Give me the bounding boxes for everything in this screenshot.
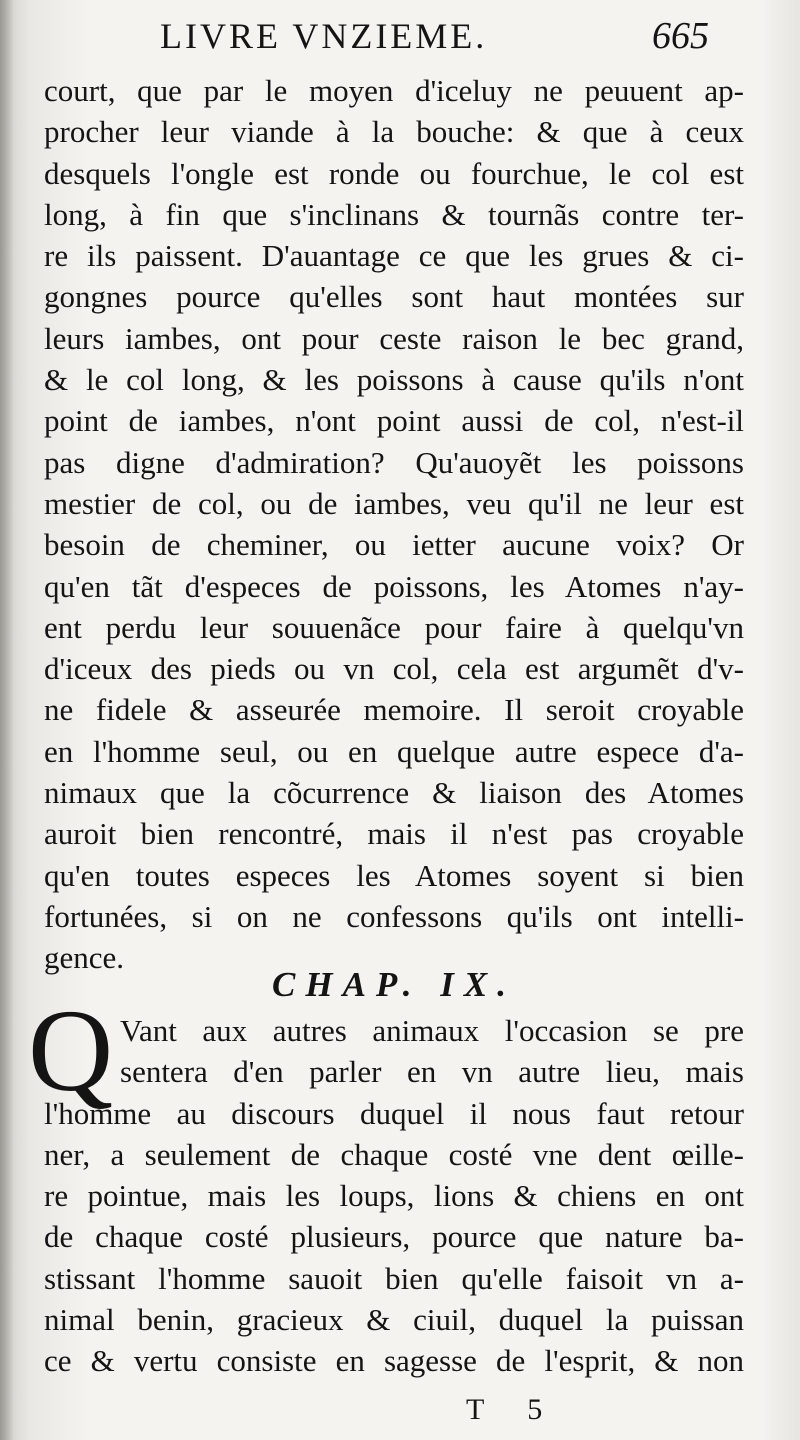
running-head: LIVRE VNZIEME. bbox=[160, 16, 488, 56]
page-number: 665 bbox=[652, 15, 709, 57]
text-line: long, à fin que s'inclinans & tournãs contre ter- bbox=[44, 196, 744, 232]
chapter-heading: CHAP. IX. bbox=[272, 965, 516, 1004]
text-line: nimal benin, gracieux & ciuil, duquel la puissan bbox=[44, 1302, 744, 1338]
text-line: court, que par le moyen d'iceluy ne peuuent ap- bbox=[44, 73, 744, 108]
text-line: de chaque costé plusieurs, pource que nature ba- bbox=[44, 1219, 744, 1255]
text-line: en l'homme seul, ou en quelque autre espece d'a- bbox=[44, 733, 744, 769]
signature-mark: T 5 bbox=[466, 1393, 561, 1426]
text-line: stissant l'homme sauoit bien qu'elle faisoit vn a- bbox=[44, 1260, 744, 1296]
text-line: pas digne d'admiration? Qu'auoyẽt les poissons bbox=[44, 444, 744, 480]
text-line: procher leur viande à la bouche: & que à ceux bbox=[44, 114, 744, 150]
text-line: ent perdu leur souuenãce pour faire à quelqu'vn bbox=[44, 609, 744, 645]
text-line: besoin de cheminer, ou ietter aucune voix? Or bbox=[44, 527, 744, 563]
text-line: desquels l'ongle est ronde ou fourchue, le col est bbox=[44, 155, 744, 191]
text-line: fortunées, si on ne confessons qu'ils ont intelli- bbox=[44, 898, 744, 934]
paragraph-2 bbox=[44, 1010, 744, 1382]
text-line: & le col long, & les poissons à cause qu'ils n'ont bbox=[44, 362, 744, 398]
text-line: ce & vertu consiste en sagesse de l'esprit, & non bbox=[44, 1343, 744, 1379]
text-line: Vant aux autres animaux l'occasion se pre bbox=[120, 1013, 744, 1048]
text-line: gongnes pource qu'elles sont haut montées sur bbox=[44, 279, 744, 315]
gutter-shadow bbox=[0, 0, 14, 1440]
text-line: re ils paissent. D'auantage ce que les grues & ci- bbox=[44, 238, 744, 274]
paragraph-1 bbox=[44, 70, 744, 979]
text-line: mestier de col, ou de iambes, veu qu'il ne leur est bbox=[44, 485, 744, 521]
text-line: ne fidele & asseurée memoire. Il seroit croyable bbox=[44, 692, 744, 728]
text-line: re pointue, mais les loups, lions & chiens en ont bbox=[44, 1178, 744, 1214]
text-line: nimaux que la cõcurrence & liaison des Atomes bbox=[44, 775, 744, 811]
text-line: d'iceux des pieds ou vn col, cela est argumẽt d'v- bbox=[44, 651, 744, 687]
page-header bbox=[160, 8, 800, 60]
text-line: ner, a seulement de chaque costé vne dent œille- bbox=[44, 1136, 744, 1172]
text-line: qu'en tãt d'especes de poissons, les Atomes n'ay- bbox=[44, 568, 744, 604]
text-line: l'homme au discours duquel il nous faut retour bbox=[44, 1095, 744, 1131]
text-line: leurs iambes, ont pour ceste raison le bec grand, bbox=[44, 320, 744, 356]
text-line: auroit bien rencontré, mais il n'est pas croyable bbox=[44, 816, 744, 852]
text-line: gence. bbox=[44, 940, 125, 976]
text-line: point de iambes, n'ont point aussi de col, n'est-il bbox=[44, 403, 744, 439]
text-line: sentera d'en parler en vn autre lieu, mais bbox=[120, 1054, 744, 1090]
drop-cap: Q bbox=[28, 985, 114, 1116]
text-line: qu'en toutes especes les Atomes soyent si bien bbox=[44, 857, 744, 893]
